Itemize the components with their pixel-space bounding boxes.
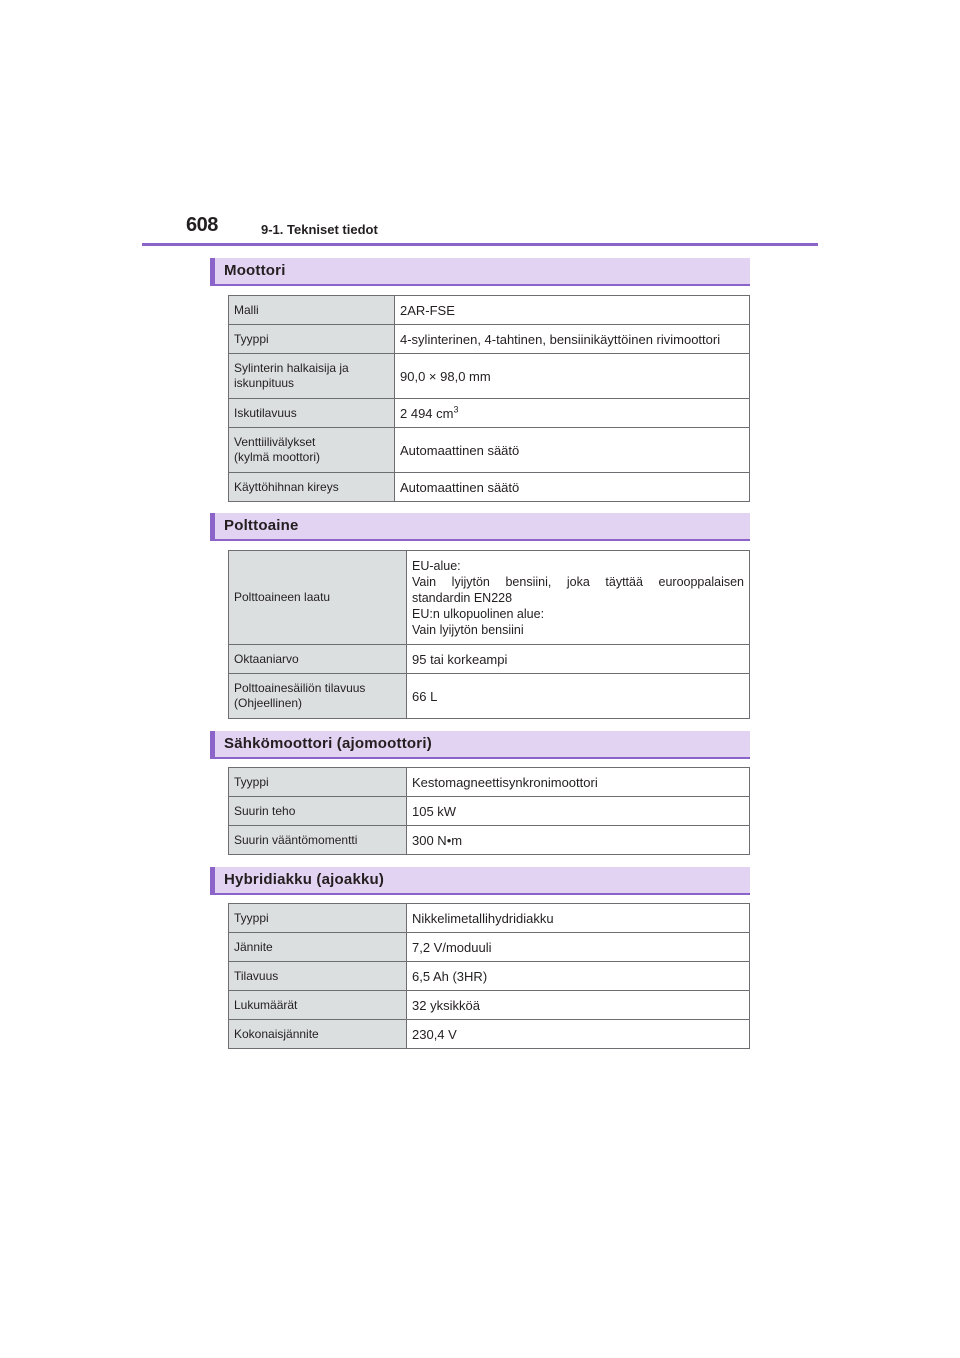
spec-label: Käyttöhihnan kireys xyxy=(229,473,395,502)
spec-label: Suurin teho xyxy=(229,797,407,826)
spec-label xyxy=(229,354,395,399)
spec-value: 2AR-FSE xyxy=(395,296,750,325)
table-row xyxy=(229,797,750,826)
spec-label: Kokonaisjännite xyxy=(229,1020,407,1049)
spec-value: 90,0 × 98,0 mm xyxy=(395,354,750,399)
spec-label: Jännite xyxy=(229,933,407,962)
fuel-spec-table xyxy=(228,550,750,719)
spec-value: Automaattinen säätö xyxy=(395,473,750,502)
spec-label-line: (kylmä moottori) xyxy=(234,450,321,464)
spec-label-line: (Ohjeellinen) xyxy=(234,696,303,710)
spec-label: Suurin vääntömomentti xyxy=(229,826,407,855)
spec-value-line: EU-alue: xyxy=(412,558,461,573)
spec-value-text: 2 494 cm xyxy=(400,405,454,421)
table-row xyxy=(229,991,750,1020)
table-row xyxy=(229,428,750,473)
spec-value xyxy=(395,399,750,428)
engine-spec-table xyxy=(228,295,750,502)
spec-value-line: Vain lyijytön bensiini xyxy=(412,622,524,637)
section-heading-fuel: Polttoaine xyxy=(210,513,750,541)
spec-value: 4-sylinterinen, 4-tahtinen, bensiinikäyttöinen rivimoottori xyxy=(395,325,750,354)
spec-label: Polttoaineen laatu xyxy=(229,551,407,645)
spec-value: 7,2 V/moduuli xyxy=(407,933,750,962)
table-row xyxy=(229,354,750,399)
spec-value: 32 yksikköä xyxy=(407,991,750,1020)
spec-value: 105 kW xyxy=(407,797,750,826)
spec-value: 66 L xyxy=(407,674,750,719)
section-reference: 9-1. Tekniset tiedot xyxy=(261,222,378,237)
spec-label xyxy=(229,674,407,719)
spec-value xyxy=(407,551,750,645)
table-row xyxy=(229,296,750,325)
spec-label: Iskutilavuus xyxy=(229,399,395,428)
spec-label: Malli xyxy=(229,296,395,325)
table-row xyxy=(229,325,750,354)
spec-value: Nikkelimetallihydridiakku xyxy=(407,904,750,933)
spec-value-line: Vain lyijytön bensiini, joka täyttää eurooppalaisen standardin EN228 xyxy=(412,574,744,605)
table-row xyxy=(229,674,750,719)
spec-label-line: iskunpituus xyxy=(234,376,295,390)
spec-label: Oktaaniarvo xyxy=(229,645,407,674)
spec-value: 6,5 Ah (3HR) xyxy=(407,962,750,991)
table-row xyxy=(229,551,750,645)
spec-label-line: Venttiilivälykset xyxy=(234,435,316,449)
header-divider xyxy=(142,243,818,246)
hybrid-battery-spec-table xyxy=(228,903,750,1049)
table-row xyxy=(229,904,750,933)
spec-label-line: Polttoainesäiliön tilavuus xyxy=(234,681,366,695)
spec-value: Automaattinen säätö xyxy=(395,428,750,473)
spec-value: 230,4 V xyxy=(407,1020,750,1049)
table-row xyxy=(229,645,750,674)
electric-motor-spec-table xyxy=(228,767,750,855)
spec-label: Tyyppi xyxy=(229,325,395,354)
table-row xyxy=(229,933,750,962)
page-number: 608 xyxy=(186,214,218,236)
spec-label: Tilavuus xyxy=(229,962,407,991)
superscript: 3 xyxy=(453,404,459,415)
spec-label: Tyyppi xyxy=(229,904,407,933)
spec-value: Kestomagneettisynkronimoottori xyxy=(407,768,750,797)
spec-label: Lukumäärät xyxy=(229,991,407,1020)
section-heading-electric-motor: Sähkömoottori (ajomoottori) xyxy=(210,731,750,759)
section-heading-engine: Moottori xyxy=(210,258,750,286)
spec-label: Tyyppi xyxy=(229,768,407,797)
table-row xyxy=(229,768,750,797)
section-heading-hybrid-battery: Hybridiakku (ajoakku) xyxy=(210,867,750,895)
spec-label xyxy=(229,428,395,473)
spec-value: 95 tai korkeampi xyxy=(407,645,750,674)
table-row xyxy=(229,826,750,855)
spec-value-line: EU:n ulkopuolinen alue: xyxy=(412,606,545,621)
table-row xyxy=(229,399,750,428)
table-row xyxy=(229,473,750,502)
spec-value: 300 N•m xyxy=(407,826,750,855)
table-row xyxy=(229,962,750,991)
spec-label-line: Sylinterin halkaisija ja xyxy=(234,361,349,375)
table-row xyxy=(229,1020,750,1049)
